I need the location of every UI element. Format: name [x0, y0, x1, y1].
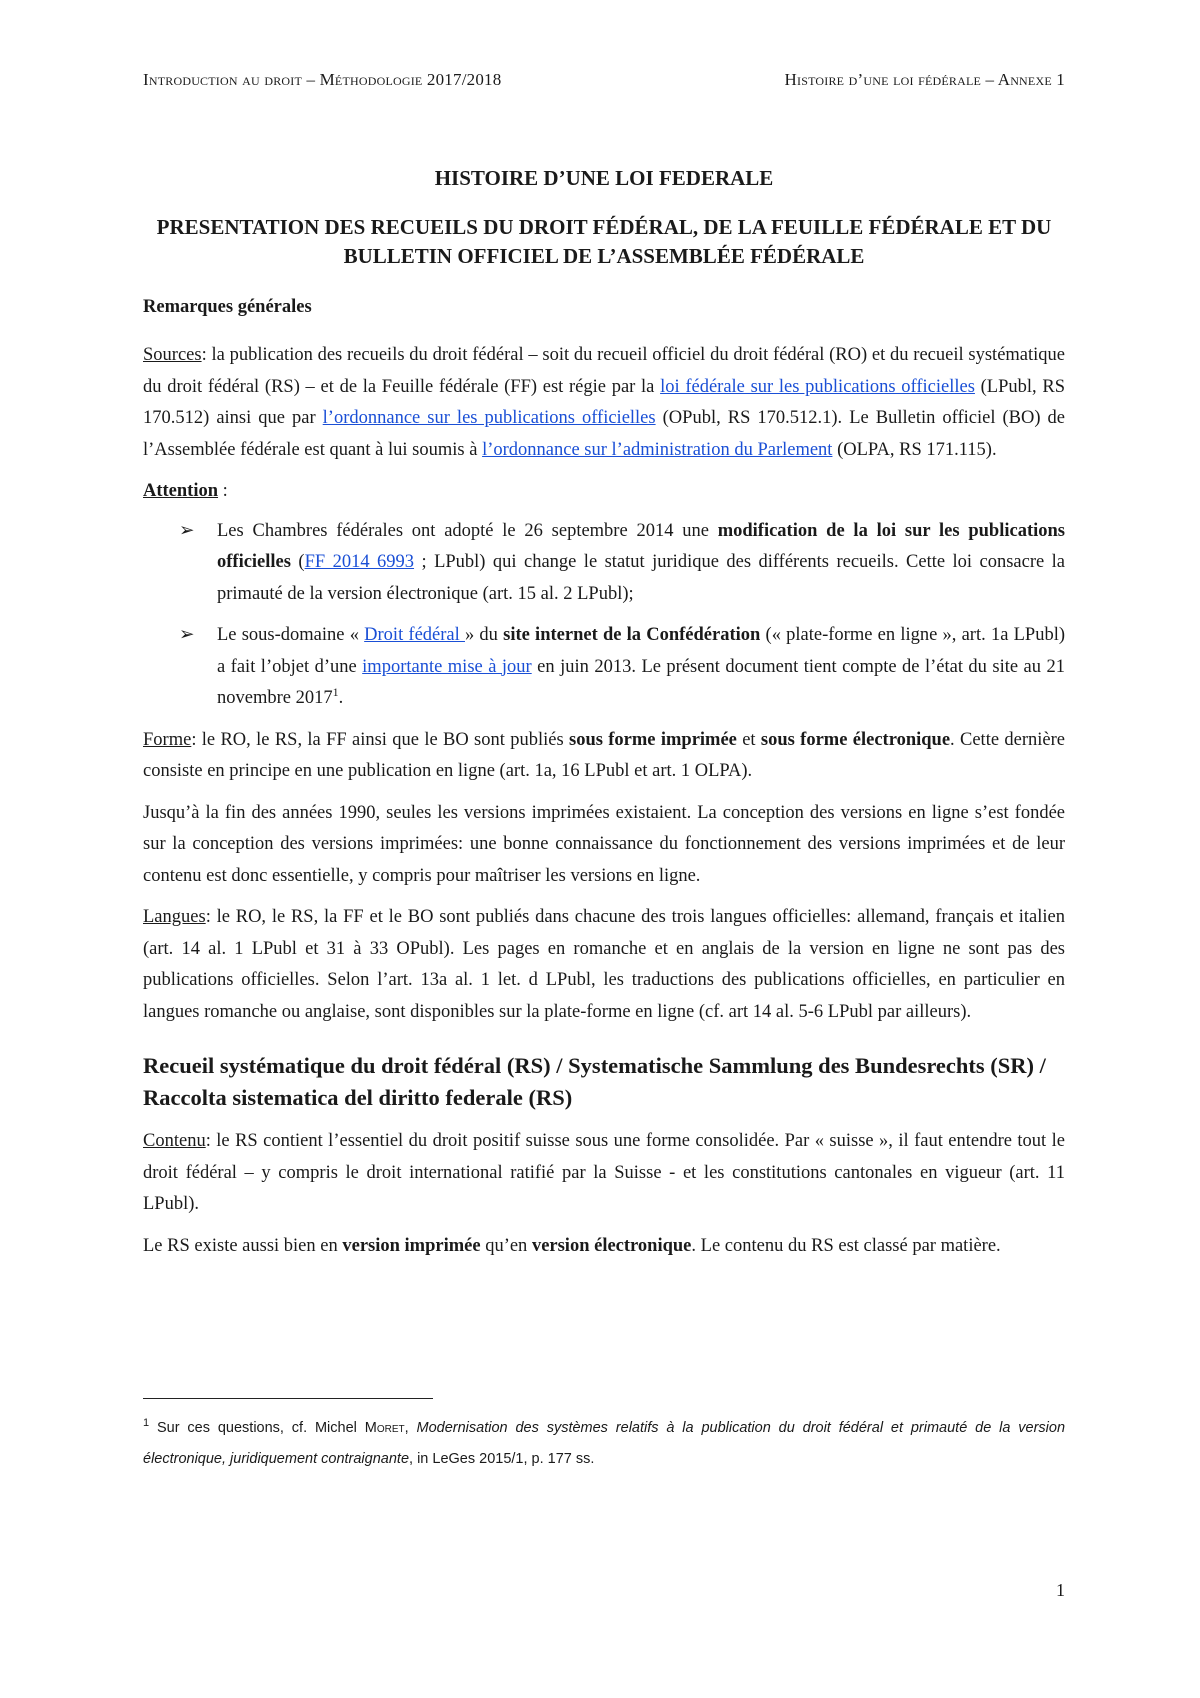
footnote-ref[interactable]: 1 [332, 684, 339, 699]
link-ordonnance-publications[interactable]: l’ordonnance sur les publications officielles [322, 408, 656, 428]
main-content [143, 166, 1065, 1272]
link-ordonnance-parlement[interactable]: l’ordonnance sur l’administration du Parlement [482, 439, 833, 460]
section-heading-rs: Recueil systématique du droit fédéral (RS) / Systematische Sammlung des Bundesrechts (SR) / Raccolta sistematica del diritto federale (RS) [143, 1053, 1046, 1110]
header-right: Histoire d’une loi fédérale – Annexe 1 [784, 70, 1065, 89]
document-title: HISTOIRE D’UNE LOI FEDERALE [434, 166, 774, 190]
document-subtitle: PRESENTATION DES RECUEILS DU DROIT FÉDÉRAL, DE LA FEUILLE FÉDÉRALE ET DU BULLETIN OFFICIEL DE L’ASSEMBLÉE FÉDÉRALE [156, 215, 1052, 268]
paragraph-langues: Langues: le RO, le RS, la FF et le BO sont publiés dans chacune des trois langues officielles: allemand, français et italien (art. 14 al. 1 LPubl et 31 à 33 OPubl). Les pages en romanche et en anglais de la version en ligne ne sont pas des publications officielles. Selon l’art. 13a al. 1 let. d LPubl, les traductions des publications officielles, en particulier en langues romanche ou anglaise, sont disponibles sur la plate-forme en ligne (cf. art 14 al. 5-6 LPubl par ailleurs). [143, 907, 1065, 1022]
page-number: 1 [1056, 1580, 1065, 1600]
label-attention: Attention [143, 481, 219, 501]
paragraph-attention: Attention : [143, 481, 228, 501]
paragraph-forme: Forme: le RO, le RS, la FF ainsi que le BO sont publiés sous forme imprimée et sous forme électronique. Cette dernière consiste en principe en une publication en ligne (art. 1a, 16 LPubl et art. 1 OLPA). [143, 729, 1065, 781]
footnote-separator [143, 1398, 433, 1399]
label-forme: Forme [143, 729, 192, 750]
list-item: ➢ Les Chambres fédérales ont adopté le 26 septembre 2014 une modification de la loi sur les publications officielles (FF 2014 6993 ; LPubl) qui change le statut juridique des différents recueils. Cette loi consacre la primauté de la version électronique (art. 15 al. 2 LPubl); [143, 516, 1065, 611]
header-left: Introduction au droit – Méthodologie 2017/2018 [143, 70, 502, 89]
running-header [143, 70, 1065, 96]
label-contenu: Contenu [143, 1131, 206, 1151]
link-ff-2014[interactable]: FF 2014 6993 [304, 552, 415, 572]
paragraph-sources: Sources: la publication des recueils du droit fédéral – soit du recueil officiel du droit fédéral (RO) et du recueil systématique du droit fédéral (RS) – et de la Feuille fédérale (FF) est régie par la loi fédérale sur les publications officielles (LPubl, RS 170.512) ainsi que par l’ordonnance sur les publications officielles (OPubl, RS 170.512.1). Le Bulletin officiel (BO) de l’Assemblée fédérale est quant à lui soumis à l’ordonnance sur l’administration du Parlement (OLPA, RS 171.115). [143, 345, 1065, 460]
link-mise-a-jour[interactable]: importante mise à jour [362, 656, 532, 677]
label-langues: Langues [143, 907, 206, 927]
link-droit-federal[interactable]: Droit fédéral [364, 625, 465, 645]
footnote: $^1$ Sur ces questions, cf. Michel Moret, Modernisation des systèmes relatifs à la publication du droit fédéral et primauté de la version électronique, juridiquement contraignante, in LeGes 2015/1, p. 177 ss. [143, 1417, 1066, 1467]
list-item: ➢ Le sous-domaine « Droit fédéral » du site internet de la Confédération (« plate-forme en ligne », art. 1a LPubl) a fait l’objet d’une importante mise à jour en juin 2013. Le présent document tient compte de l’état du site au 21 novembre 2017$^1$. [143, 620, 1065, 715]
paragraph-contenu: Contenu: le RS contient l’essentiel du droit positif suisse sous une forme consolidée. Par « suisse », il faut entendre tout le droit fédéral – y compris le droit international ratifié par la Suisse - et les constitutions cantonales en vigueur (art. 11 LPubl). [143, 1131, 1065, 1214]
arrow-bullet-icon: ➢ [179, 520, 195, 541]
link-loi-publications[interactable]: loi fédérale sur les publications officielles [660, 376, 975, 397]
arrow-bullet-icon: ➢ [179, 625, 195, 645]
document-page [143, 0, 1065, 1698]
paragraph-rs-versions: Le RS existe aussi bien en version imprimée qu’en version électronique. Le contenu du RS est classé par matière. [143, 1235, 1001, 1256]
paragraph-jusqua: Jusqu’à la fin des années 1990, seules les versions imprimées existaient. La conception des versions en ligne s’est fondée sur la conception des versions imprimées: une bonne connaissance du fonctionnement des versions imprimées et de leur contenu est donc essentielle, y compris pour maîtriser les versions en ligne. [143, 802, 1065, 886]
attention-list [143, 516, 1065, 715]
section-heading-remarques: Remarques générales [143, 297, 312, 317]
footnote-number: 1 [143, 1417, 150, 1430]
label-sources: Sources [143, 345, 202, 365]
